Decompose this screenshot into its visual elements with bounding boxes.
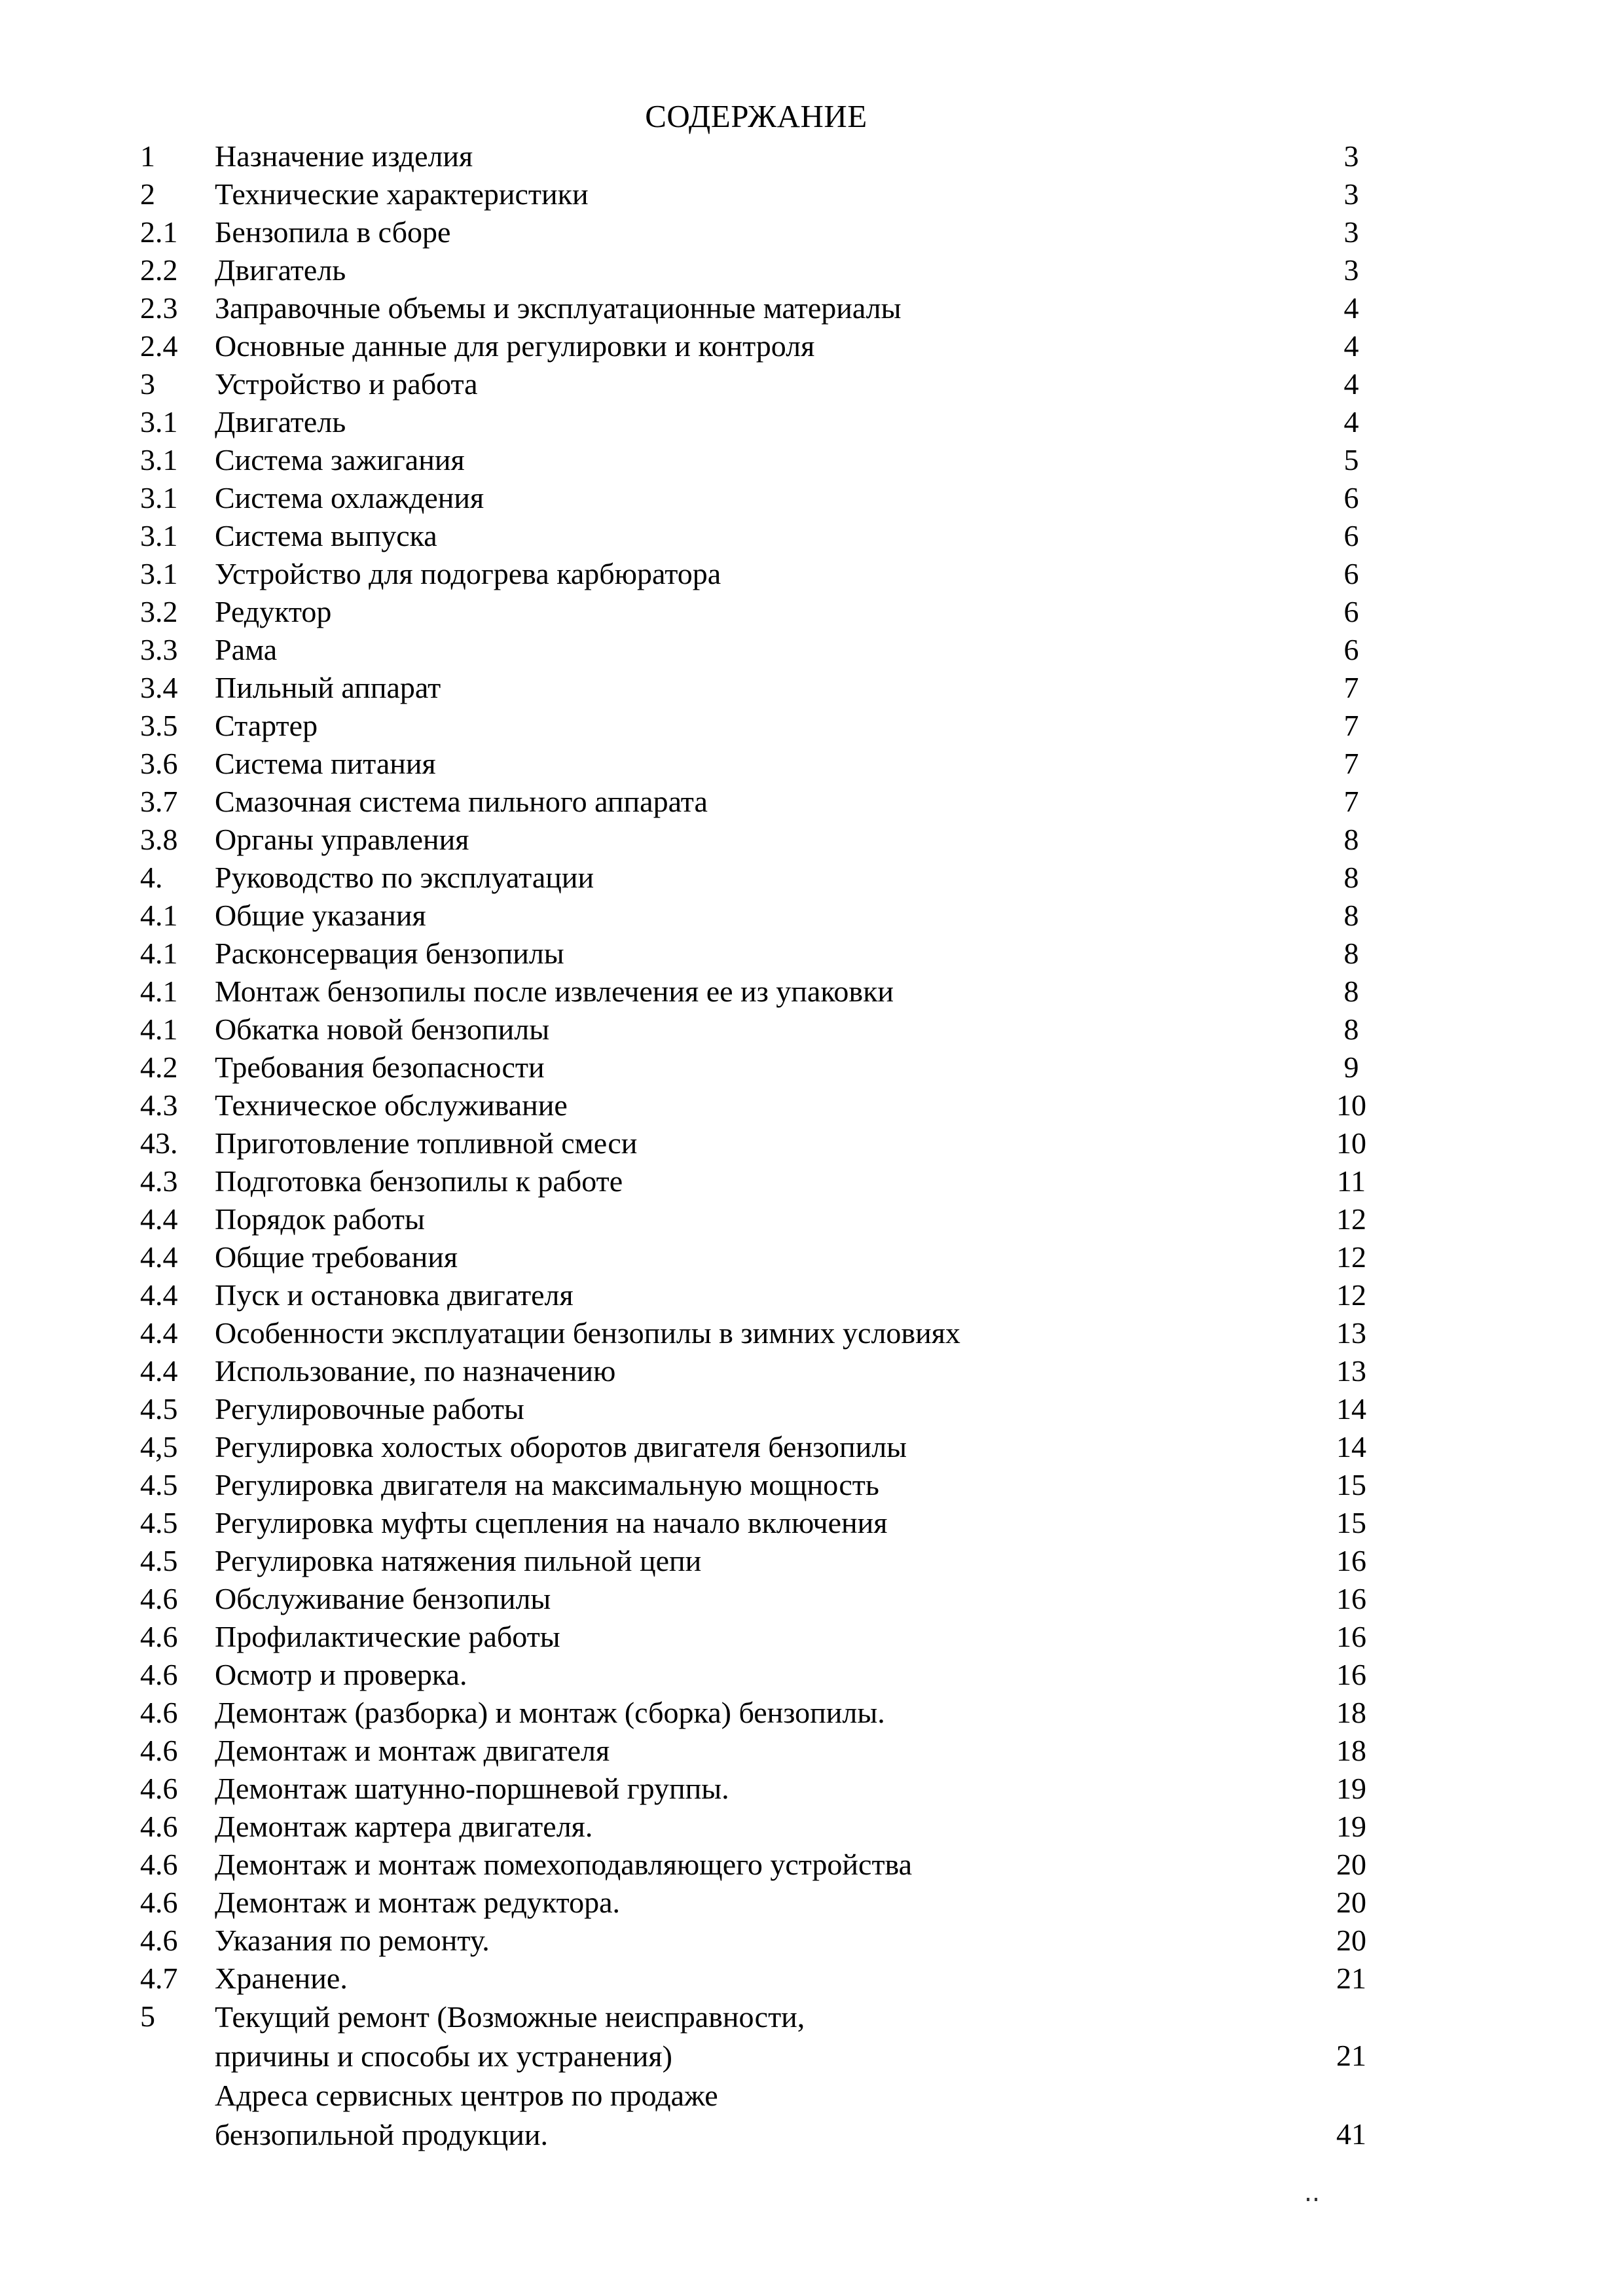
toc-entry bbox=[140, 1124, 1384, 1162]
toc-entry-title: Редуктор bbox=[215, 595, 332, 628]
toc-entry-title: Расконсервация бензопилы bbox=[215, 937, 564, 970]
toc-entry-title: Органы управления bbox=[215, 823, 469, 856]
toc-entry bbox=[140, 327, 1384, 365]
toc-entry-page: 16 bbox=[1336, 1658, 1366, 1691]
toc-entry-page: 21 bbox=[1336, 2039, 1366, 2072]
toc-entry-number: 4.2 bbox=[140, 1050, 178, 1084]
toc-entry-page: 4 bbox=[1343, 405, 1359, 439]
toc-entry bbox=[140, 973, 1384, 1011]
toc-entry-page: 6 bbox=[1343, 633, 1359, 666]
toc-entry-page: 19 bbox=[1336, 1772, 1366, 1805]
toc-entry-number: 3.8 bbox=[140, 823, 178, 856]
toc-entry-number: 4.6 bbox=[140, 1924, 178, 1957]
toc-entry-number: 3.5 bbox=[140, 709, 178, 742]
toc-entry-title: Демонтаж и монтаж двигателя bbox=[215, 1734, 610, 1767]
toc-entry-title: Демонтаж и монтаж помехоподавляющего устройства bbox=[215, 1848, 913, 1881]
toc-entry-title: Система охлаждения bbox=[215, 481, 484, 514]
toc-entry-page: 13 bbox=[1336, 1316, 1366, 1350]
toc-entry bbox=[140, 1732, 1384, 1770]
toc-entry-title: Основные данные для регулировки и контроля bbox=[215, 329, 815, 363]
toc-entry-page: 8 bbox=[1343, 975, 1359, 1008]
toc-entry-number: 4. bbox=[140, 861, 163, 894]
toc-entry bbox=[140, 213, 1384, 251]
toc-entry-title: Общие указания bbox=[215, 899, 426, 932]
toc-entry-page: 7 bbox=[1343, 747, 1359, 780]
toc-entry-page: 9 bbox=[1343, 1050, 1359, 1084]
toc-entry-page: 4 bbox=[1343, 367, 1359, 401]
toc-entry-title: Смазочная система пильного аппарата bbox=[215, 785, 708, 818]
toc-entry-number: 2.2 bbox=[140, 253, 178, 287]
toc-entry-number: 1 bbox=[140, 139, 155, 173]
toc-entry-page: 18 bbox=[1336, 1734, 1366, 1767]
toc-entry-title: Общие требования bbox=[215, 1240, 458, 1274]
toc-entry bbox=[140, 1428, 1384, 1466]
toc-entry bbox=[140, 821, 1384, 859]
toc-entry-number: 4.5 bbox=[140, 1468, 178, 1501]
toc-entry-page: 12 bbox=[1336, 1202, 1366, 1236]
toc-entry-title: Техническое обслуживание bbox=[215, 1088, 568, 1122]
toc-entry-title: Указания по ремонту. bbox=[215, 1924, 490, 1957]
toc-entry-title: Порядок работы bbox=[215, 1202, 425, 1236]
toc-entry-page: 6 bbox=[1343, 557, 1359, 590]
toc-entry bbox=[140, 1466, 1384, 1504]
toc-entry-number: 4.1 bbox=[140, 975, 178, 1008]
toc-entry-title: Система питания bbox=[215, 747, 436, 780]
toc-entry bbox=[140, 1846, 1384, 1884]
toc-entry-title-line2: причины и способы их устранения) bbox=[215, 2039, 672, 2073]
toc-entry bbox=[140, 517, 1384, 555]
toc-entry bbox=[140, 1011, 1384, 1049]
toc-entry-page: 14 bbox=[1336, 1430, 1366, 1463]
toc-entry bbox=[140, 935, 1384, 973]
toc-entry-page: 8 bbox=[1343, 861, 1359, 894]
toc-entry-title-line2: бензопильной продукции. bbox=[215, 2118, 549, 2151]
toc-entry-title: Приготовление топливной смеси bbox=[215, 1126, 638, 1160]
toc-entry bbox=[140, 1656, 1384, 1694]
toc-entry-number: 4.1 bbox=[140, 899, 178, 932]
toc-entry-page: 16 bbox=[1336, 1620, 1366, 1653]
toc-entry bbox=[140, 1542, 1384, 1580]
toc-entry-repair bbox=[140, 1998, 1384, 2076]
toc-entry-page: 5 bbox=[1343, 443, 1359, 476]
toc-entry-number: 4.4 bbox=[140, 1202, 178, 1236]
toc-entry-number: 4.6 bbox=[140, 1582, 178, 1615]
toc-entry-title: Устройство для подогрева карбюратора bbox=[215, 557, 721, 590]
toc-entry-number: 4.6 bbox=[140, 1772, 178, 1805]
toc-entry-page: 8 bbox=[1343, 823, 1359, 856]
toc-entry-page: 18 bbox=[1336, 1696, 1366, 1729]
toc-entry-number: 4.6 bbox=[140, 1734, 178, 1767]
scan-artifact-mark bbox=[1307, 2193, 1333, 2197]
toc-entry bbox=[140, 1960, 1384, 1998]
toc-entry-number: 4,5 bbox=[140, 1430, 178, 1463]
page-title: СОДЕРЖАНИЕ bbox=[645, 98, 867, 134]
toc-entry bbox=[140, 1618, 1384, 1656]
toc-entry-page: 12 bbox=[1336, 1240, 1366, 1274]
toc-entry-title: Подготовка бензопилы к работе bbox=[215, 1164, 623, 1198]
toc-entry-title: Демонтаж (разборка) и монтаж (сборка) бензопилы. bbox=[215, 1696, 885, 1729]
toc-entry bbox=[140, 859, 1384, 897]
toc-entry-number: 3.7 bbox=[140, 785, 178, 818]
table-of-contents bbox=[140, 137, 1384, 2155]
toc-entry bbox=[140, 403, 1384, 441]
toc-entry-title: Использование, по назначению bbox=[215, 1354, 616, 1388]
toc-entry-number: 5 bbox=[140, 2000, 155, 2033]
toc-entry-number: 3.3 bbox=[140, 633, 178, 666]
toc-entry-page: 10 bbox=[1336, 1088, 1366, 1122]
toc-entry-number: 4.7 bbox=[140, 1962, 178, 1995]
toc-entry-page: 41 bbox=[1336, 2117, 1366, 2151]
toc-entry-number: 4.5 bbox=[140, 1392, 178, 1426]
toc-entry-title: Регулировка двигателя на максимальную мощность bbox=[215, 1468, 879, 1501]
toc-entry-page: 19 bbox=[1336, 1810, 1366, 1843]
toc-entry bbox=[140, 1238, 1384, 1276]
toc-entry-title: Демонтаж шатунно-поршневой группы. bbox=[215, 1772, 729, 1805]
toc-entry bbox=[140, 783, 1384, 821]
toc-entry bbox=[140, 1580, 1384, 1618]
toc-entry-page: 4 bbox=[1343, 329, 1359, 363]
toc-entry-page: 20 bbox=[1336, 1886, 1366, 1919]
toc-entry-page: 3 bbox=[1343, 177, 1359, 211]
toc-entry-title: Обслуживание бензопилы bbox=[215, 1582, 551, 1615]
toc-entry-page: 20 bbox=[1336, 1848, 1366, 1881]
toc-entry-title: Демонтаж и монтаж редуктора. bbox=[215, 1886, 621, 1919]
toc-entry bbox=[140, 1770, 1384, 1808]
toc-entry-number: 43. bbox=[140, 1126, 178, 1160]
toc-entry-page: 6 bbox=[1343, 595, 1359, 628]
toc-entry-title: Система зажигания bbox=[215, 443, 465, 476]
toc-entry-page: 16 bbox=[1336, 1544, 1366, 1577]
toc-entry-page: 11 bbox=[1336, 1164, 1366, 1198]
toc-entry-number: 4.4 bbox=[140, 1316, 178, 1350]
toc-entry-number: 3 bbox=[140, 367, 155, 401]
toc-entry-number: 3.1 bbox=[140, 481, 178, 514]
toc-entry-page: 15 bbox=[1336, 1506, 1366, 1539]
toc-entry-page: 6 bbox=[1343, 519, 1359, 552]
toc-entry-title: Стартер bbox=[215, 709, 318, 742]
toc-entry-title: Технические характеристики bbox=[215, 177, 589, 211]
toc-entry bbox=[140, 1694, 1384, 1732]
toc-entry-number: 4.4 bbox=[140, 1354, 178, 1388]
toc-entry-page: 8 bbox=[1343, 1013, 1359, 1046]
toc-entry-title: Рама bbox=[215, 633, 278, 666]
toc-entry bbox=[140, 1390, 1384, 1428]
toc-entry-title bbox=[215, 1998, 1288, 2076]
toc-entry-title: Назначение изделия bbox=[215, 139, 473, 173]
toc-entry-number: 4.6 bbox=[140, 1658, 178, 1691]
toc-entry-page: 10 bbox=[1336, 1126, 1366, 1160]
toc-entry-title: Система выпуска bbox=[215, 519, 437, 552]
toc-entry bbox=[140, 1922, 1384, 1960]
toc-entry-title: Двигатель bbox=[215, 253, 346, 287]
toc-entry bbox=[140, 1504, 1384, 1542]
toc-entry-title: Двигатель bbox=[215, 405, 346, 439]
toc-entry-page: 12 bbox=[1336, 1278, 1366, 1312]
toc-entry-title: Требования безопасности bbox=[215, 1050, 545, 1084]
toc-entry bbox=[140, 1314, 1384, 1352]
toc-entry-title: Руководство по эксплуатации bbox=[215, 861, 594, 894]
toc-entry bbox=[140, 251, 1384, 289]
toc-entry-number: 4.4 bbox=[140, 1240, 178, 1274]
toc-entry-title: Осмотр и проверка. bbox=[215, 1658, 467, 1691]
toc-entry-number: 4.1 bbox=[140, 1013, 178, 1046]
toc-entry-number: 2.1 bbox=[140, 215, 178, 249]
toc-entry-number: 4.4 bbox=[140, 1278, 178, 1312]
toc-entry-title: Регулировка натяжения пильной цепи bbox=[215, 1544, 702, 1577]
toc-entry-title: Устройство и работа bbox=[215, 367, 478, 401]
toc-entry bbox=[140, 1276, 1384, 1314]
toc-entry bbox=[140, 1884, 1384, 1922]
toc-entry-number: 3.6 bbox=[140, 747, 178, 780]
toc-entry bbox=[140, 137, 1384, 175]
toc-entry-title-line1: Адреса сервисных центров по продаже bbox=[215, 2079, 718, 2112]
toc-entry-number: 3.1 bbox=[140, 443, 178, 476]
toc-entry-page: 7 bbox=[1343, 671, 1359, 704]
toc-entry-title: Монтаж бензопилы после извлечения ее из упаковки bbox=[215, 975, 894, 1008]
toc-entry-number: 4.3 bbox=[140, 1088, 178, 1122]
toc-entry-title: Демонтаж картера двигателя. bbox=[215, 1810, 593, 1843]
toc-entry-page: 20 bbox=[1336, 1924, 1366, 1957]
toc-entry bbox=[140, 631, 1384, 669]
toc-entry-number: 4.6 bbox=[140, 1620, 178, 1653]
toc-entry-page: 3 bbox=[1343, 253, 1359, 287]
toc-entry-number: 4.3 bbox=[140, 1164, 178, 1198]
toc-entry-title-line1: Текущий ремонт (Возможные неисправности, bbox=[215, 2000, 805, 2034]
toc-entry-number: 4.6 bbox=[140, 1810, 178, 1843]
toc-entry-title: Хранение. bbox=[215, 1962, 348, 1995]
toc-entry-page: 15 bbox=[1336, 1468, 1366, 1501]
toc-entry bbox=[140, 555, 1384, 593]
toc-entry bbox=[140, 897, 1384, 935]
toc-entry-page: 4 bbox=[1343, 291, 1359, 325]
toc-entry-title: Бензопила в сборе bbox=[215, 215, 451, 249]
toc-entry-number: 3.1 bbox=[140, 519, 178, 552]
toc-entry bbox=[140, 479, 1384, 517]
toc-entry-page: 8 bbox=[1343, 937, 1359, 970]
toc-entry-page: 6 bbox=[1343, 481, 1359, 514]
toc-entry-number: 4.5 bbox=[140, 1506, 178, 1539]
toc-entry-number: 3.2 bbox=[140, 595, 178, 628]
toc-entry-page: 3 bbox=[1343, 139, 1359, 173]
toc-entry-number: 4.6 bbox=[140, 1848, 178, 1881]
toc-entry-title: Заправочные объемы и эксплуатационные материалы bbox=[215, 291, 902, 325]
toc-entry-title: Пуск и остановка двигателя bbox=[215, 1278, 574, 1312]
toc-entry-page: 7 bbox=[1343, 709, 1359, 742]
toc-entry bbox=[140, 707, 1384, 745]
toc-entry-title: Профилактические работы bbox=[215, 1620, 560, 1653]
toc-entry bbox=[140, 1808, 1384, 1846]
toc-entry bbox=[140, 365, 1384, 403]
toc-entry bbox=[140, 1086, 1384, 1124]
toc-entry bbox=[140, 1352, 1384, 1390]
toc-entry bbox=[140, 745, 1384, 783]
toc-entry-number: 2.4 bbox=[140, 329, 178, 363]
toc-entry-number: 4.5 bbox=[140, 1544, 178, 1577]
toc-entry-page: 13 bbox=[1336, 1354, 1366, 1388]
toc-entry-title: Регулировка муфты сцепления на начало включения bbox=[215, 1506, 888, 1539]
toc-entry-number: 3.4 bbox=[140, 671, 178, 704]
toc-entry-title: Обкатка новой бензопилы bbox=[215, 1013, 550, 1046]
toc-entry-number: 3.1 bbox=[140, 557, 178, 590]
toc-entry-number: 4.6 bbox=[140, 1696, 178, 1729]
toc-entry-title: Пильный аппарат bbox=[215, 671, 441, 704]
toc-entry-number: 2.3 bbox=[140, 291, 178, 325]
toc-entry-number: 4.6 bbox=[140, 1886, 178, 1919]
toc-entry-title bbox=[215, 2076, 1288, 2155]
toc-entry bbox=[140, 441, 1384, 479]
toc-entry bbox=[140, 1049, 1384, 1086]
toc-entry bbox=[140, 289, 1384, 327]
toc-entry-addresses bbox=[140, 2076, 1384, 2155]
toc-entry-number: 4.1 bbox=[140, 937, 178, 970]
toc-entry bbox=[140, 593, 1384, 631]
toc-entry-number: 3.1 bbox=[140, 405, 178, 439]
toc-entry bbox=[140, 669, 1384, 707]
toc-entry bbox=[140, 175, 1384, 213]
toc-entry-page: 21 bbox=[1336, 1962, 1366, 1995]
toc-entry-page: 14 bbox=[1336, 1392, 1366, 1426]
toc-entry-title: Особенности эксплуатации бензопилы в зимних условиях bbox=[215, 1316, 960, 1350]
toc-entry-page: 3 bbox=[1343, 215, 1359, 249]
toc-entry-title: Регулировочные работы bbox=[215, 1392, 524, 1426]
toc-entry bbox=[140, 1162, 1384, 1200]
toc-entry-page: 8 bbox=[1343, 899, 1359, 932]
toc-entry-page: 7 bbox=[1343, 785, 1359, 818]
toc-entry-page: 16 bbox=[1336, 1582, 1366, 1615]
toc-entry bbox=[140, 1200, 1384, 1238]
toc-entry-title: Регулировка холостых оборотов двигателя бензопилы bbox=[215, 1430, 907, 1463]
toc-entry-number: 2 bbox=[140, 177, 155, 211]
